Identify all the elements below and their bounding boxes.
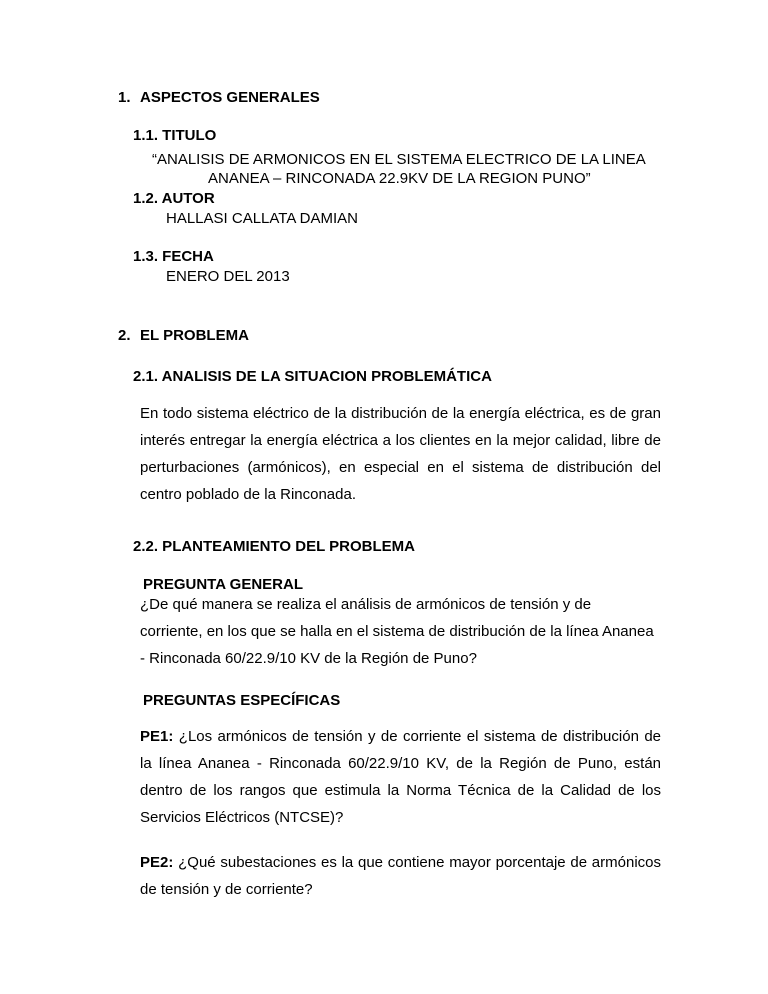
- section2-number: 2.: [118, 327, 131, 344]
- pregunta-general-line: - Rinconada 60/22.9/10 KV de la Región de Puno?: [140, 650, 477, 667]
- autor-value: HALLASI CALLATA DAMIAN: [166, 210, 359, 227]
- pe1-line: dentro de los rangos que estimula la Norma Técnica de la Calidad de los: [140, 782, 661, 799]
- analisis-line: En todo sistema eléctrico de la distribución de la energía eléctrica, es de gran: [140, 405, 661, 422]
- section1-heading: ASPECTOS GENERALES: [140, 89, 320, 106]
- autor-heading: 1.2. AUTOR: [133, 190, 215, 207]
- titulo-line-2: ANANEA – RINCONADA 22.9KV DE LA REGION PUNO”: [208, 170, 591, 187]
- analisis-paragraph: [140, 400, 661, 508]
- pe1-paragraph: [140, 723, 661, 831]
- pe1-line-text: ¿Los armónicos de tensión y de corriente el sistema de distribución de: [178, 728, 662, 745]
- section2-heading: EL PROBLEMA: [140, 327, 249, 344]
- section1-number: 1.: [118, 89, 131, 106]
- pe1-line: la línea Ananea - Rinconada 60/22.9/10 KV, de la Región de Puno, están: [140, 755, 661, 772]
- pregunta-general-line: ¿De qué manera se realiza el análisis de armónicos de tensión y de: [140, 596, 592, 613]
- fecha-value: ENERO DEL 2013: [166, 268, 290, 285]
- pe2-line: de tensión y de corriente?: [140, 881, 313, 898]
- analisis-line: centro poblado de la Rinconada.: [140, 486, 356, 503]
- pe1-label: PE1:: [140, 728, 174, 745]
- analisis-heading: 2.1. ANALISIS DE LA SITUACION PROBLEMÁTICA: [133, 368, 492, 385]
- planteamiento-heading: 2.2. PLANTEAMIENTO DEL PROBLEMA: [133, 538, 415, 555]
- pe1-line: [140, 723, 661, 750]
- titulo-line-1: “ANALISIS DE ARMONICOS EN EL SISTEMA ELECTRICO DE LA LINEA: [152, 151, 646, 168]
- analisis-line: perturbaciones (armónicos), en especial en el sistema de distribución del: [140, 459, 661, 476]
- pe2-line-text: ¿Qué subestaciones es la que contiene mayor porcentaje de armónicos: [178, 854, 662, 871]
- fecha-heading: 1.3. FECHA: [133, 248, 214, 265]
- pregunta-general-line: corriente, en los que se halla en el sistema de distribución de la línea Ananea: [140, 623, 654, 640]
- preguntas-especificas-heading: PREGUNTAS ESPECÍFICAS: [143, 692, 341, 709]
- pe2-paragraph: [140, 849, 661, 903]
- pe2-label: PE2:: [140, 854, 174, 871]
- pregunta-general-paragraph: [140, 591, 661, 672]
- pregunta-general-heading: PREGUNTA GENERAL: [143, 576, 304, 593]
- analisis-line: interés entregar la energía eléctrica a los clientes en la mejor calidad, libre de: [140, 432, 661, 449]
- pe2-line: [140, 849, 661, 876]
- pe1-line: Servicios Eléctricos (NTCSE)?: [140, 809, 344, 826]
- titulo-heading: 1.1. TITULO: [133, 127, 217, 144]
